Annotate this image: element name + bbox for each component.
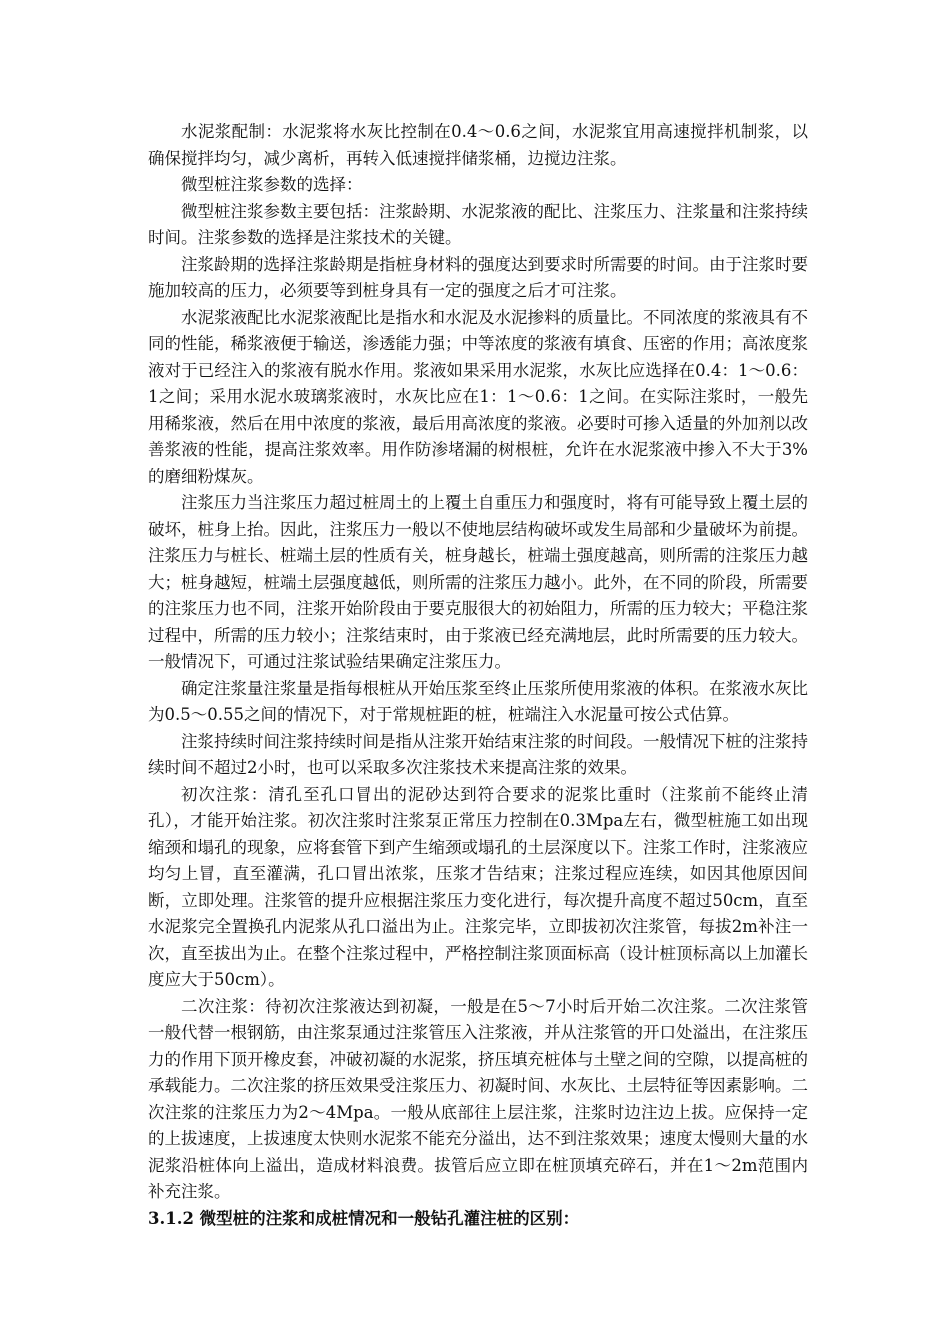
paragraph-grouting-duration: 注浆持续时间注浆持续时间是指从注浆开始结束注浆的时间段。一般情况下桩的注浆持续时间不超过2小时，也可以采取多次注浆技术来提高注浆的效果。 [148,731,808,777]
paragraph-grouting-pressure: 注浆压力当注浆压力超过桩周土的上覆土自重压力和强度时，将有可能导致上覆土层的破坏，桩身上抬。因此，注浆压力一般以不使地层结构破坏或发生局部和少量破坏为前提。注浆压力与桩长、桩端土层的性质有关，桩身越长，桩端土强度越高，则所需的注浆压力越大；桩身越短，桩端土层强度越低，则所需的注浆压力越小。此外，在不同的阶段，所需要的注浆压力也不同，注浆开始阶段由于要克服很大的初始阻力，所需的压力较大；平稳注浆过程中，所需的压力较小；注浆结束时，由于浆液已经充满地层，此时所需要的压力较大。一般情况下，可通过注浆试验结果确定注浆压力。 [148,493,808,671]
paragraph-initial-grouting: 初次注浆：清孔至孔口冒出的泥砂达到符合要求的泥浆比重时（注浆前不能终止清孔），才能开始注浆。初次注浆时注浆泵正常压力控制在0.3Mpa左右，微型桩施工如出现缩颈和塌孔的现象，应将套管下到产生缩颈或塌孔的土层深度以下。注浆工作时，注浆液应均匀上冒，直至灌满，孔口冒出浓浆，压浆才告结束；注浆过程应连续，如因其他原因间断，立即处理。注浆管的提升应根据注浆压力变化进行，每次提升高度不超过50cm，直至水泥浆完全置换孔内泥浆从孔口溢出为止。注浆完毕，立即拔初次注浆管，每拔2m补注一次，直至拔出为止。在整个注浆过程中，严格控制注浆顶面标高（设计桩顶标高以上加灌长度应大于50cm）。 [148,784,808,989]
paragraph-grouting-parameters-title: 微型桩注浆参数的选择： [181,175,363,194]
section-heading: 3.1.2 微型桩的注浆和成桩情况和一般钻孔灌注桩的区别： [148,1208,580,1228]
paragraph-grouting-age: 注浆龄期的选择注浆龄期是指桩身材料的强度达到要求时所需要的时间。由于注浆时要施加较高的压力，必须要等到桩身具有一定的强度之后才可注浆。 [148,254,808,300]
paragraph-secondary-grouting: 二次注浆：待初次注浆液达到初凝，一般是在5～7小时后开始二次注浆。二次注浆管一般代替一根钢筋，由注浆泵通过注浆管压入注浆液，并从注浆管的开口处溢出，在注浆压力的作用下顶开橡皮套，冲破初凝的水泥浆，挤压填充桩体与土壁之间的空隙，以提高桩的承载能力。二次注浆的挤压效果受注浆压力、初凝时间、水灰比、土层特征等因素影响。二次注浆的注浆压力为2～4Mpa。一般从底部往上层注浆，注浆时边注边上拔。应保持一定的上拔速度，上拔速度太快则水泥浆不能充分溢出，达不到注浆效果；速度太慢则大量的水泥浆沿桩体向上溢出，造成材料浪费。拔管后应立即在桩顶填充碎石，并在1～2m范围内补充注浆。 [148,996,808,1201]
paragraph-grouting-volume: 确定注浆量注浆量是指每根桩从开始压浆至终止压浆所使用浆液的体积。在浆液水灰比为0.5～0.55之间的情况下，对于常规桩距的桩，桩端注入水泥量可按公式估算。 [148,678,808,724]
document-body [148,119,808,1232]
paragraph-slurry-ratio: 水泥浆液配比水泥浆液配比是指水和水泥及水泥掺料的质量比。不同浓度的浆液具有不同的性能，稀浆液便于输送，渗透能力强；中等浓度的浆液有填食、压密的作用；高浓度浆液对于已经注入的浆液有脱水作用。浆液如果采用水泥浆，水灰比应选择在0.4：1～0.6：1之间；采用水泥水玻璃浆液时，水灰比应在1：1～0.6：1之间。在实际注浆时，一般先用稀浆液，然后在用中浓度的浆液，最后用高浓度的浆液。必要时可掺入适量的外加剂以改善浆液的性能，提高注浆效率。用作防渗堵漏的树根桩，允许在水泥浆液中掺入不大于3%的磨细粉煤灰。 [148,307,808,486]
paragraph-grouting-parameters-overview: 微型桩注浆参数主要包括：注浆龄期、水泥浆液的配比、注浆压力、注浆量和注浆持续时间。注浆参数的选择是注浆技术的关键。 [148,201,808,247]
paragraph-cement-slurry-preparation: 水泥浆配制：水泥浆将水灰比控制在0.4～0.6之间，水泥浆宜用高速搅拌机制浆，以确保搅拌均匀，减少离析，再转入低速搅拌储浆桶，边搅边注浆。 [148,122,808,168]
